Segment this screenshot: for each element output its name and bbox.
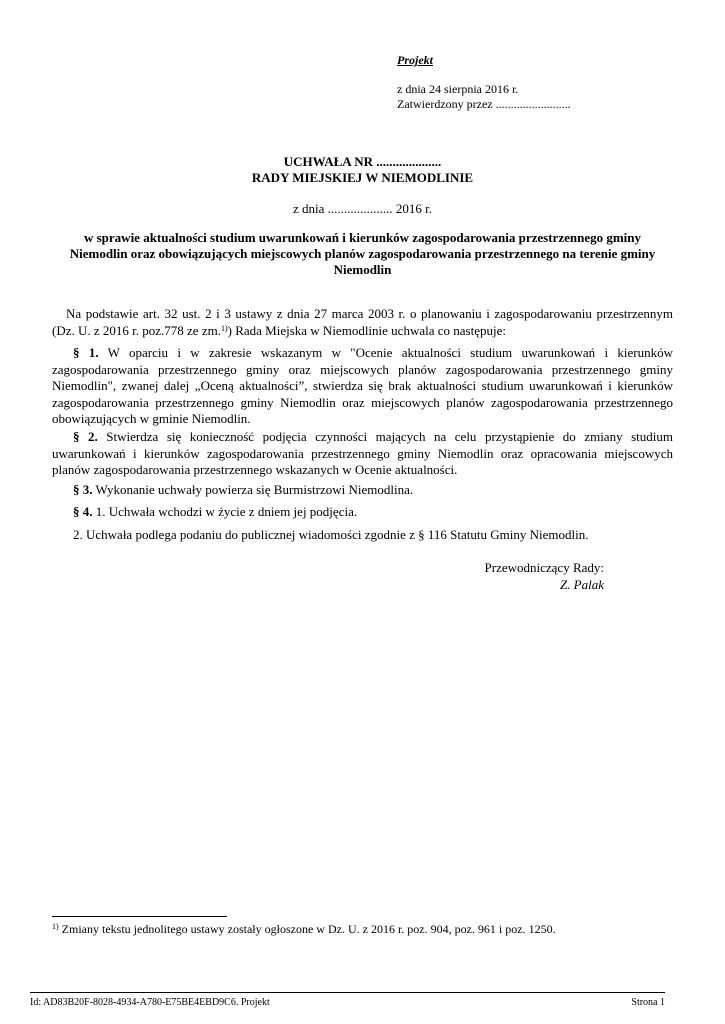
paragraph-4 xyxy=(52,504,673,521)
resolution-number: UCHWAŁA NR .................... xyxy=(283,154,442,169)
paragraph-2 xyxy=(52,429,673,479)
legal-basis xyxy=(52,306,673,339)
footnote-text: Zmiany tekstu jednolitego ustawy zostały ogłoszone w Dz. U. z 2016 r. poz. 904, poz. 961 i poz. 1250. xyxy=(58,922,556,936)
signature-name: Z. Palak xyxy=(559,576,604,592)
footnote xyxy=(52,921,556,938)
project-date: z dnia 24 sierpnia 2016 r. xyxy=(397,82,519,96)
resolution-subject: w sprawie aktualności studium uwarunkowań i kierunków zagospodarowania przestrzennego gminy Niemodlin oraz obowiązujących miejscowych planów zagospodarowania przestrzennego na terenie gminy Niemodlin xyxy=(69,230,656,277)
signature-block xyxy=(485,560,604,593)
paragraph-text: 2. Uchwała podlega podaniu do publicznej wiadomości zgodnie z § 116 Statutu Gminy Niemodlin. xyxy=(73,527,589,542)
footnote-number: 1) xyxy=(52,922,59,931)
paragraph-1 xyxy=(52,345,673,428)
paragraph-mark: § 2. xyxy=(73,429,98,444)
document-id: Id: AD83B20F-8028-4934-A780-E75BE4EBD9C6. Projekt xyxy=(30,997,270,1008)
paragraph-text: 1. Uchwała wchodzi w życie z dniem jej podjęcia. xyxy=(92,504,358,519)
project-label: Projekt xyxy=(397,53,433,67)
footnote-divider xyxy=(52,916,227,917)
legal-basis-text-end: ) Rada Miejska w Niemodlinie uchwala co następuje: xyxy=(227,322,506,338)
project-meta xyxy=(397,82,571,112)
paragraph-mark: § 3. xyxy=(73,482,93,497)
paragraph-3 xyxy=(52,482,673,499)
paragraph-text: Wykonanie uchwały powierza się Burmistrzowi Niemodlina. xyxy=(92,482,414,497)
paragraph-mark: § 1. xyxy=(73,345,99,360)
footnote-ref: 1) xyxy=(220,323,228,333)
project-approved: Zatwierdzony przez ......................... xyxy=(397,97,571,111)
resolution-date: z dnia .................... 2016 r. xyxy=(292,201,432,216)
page-number: Strona 1 xyxy=(631,997,665,1008)
footer-divider xyxy=(30,992,665,993)
legal-basis-text: Na podstawie art. 32 ust. 2 i 3 ustawy z dnia 27 marca 2003 r. o planowaniu i zagospodarowaniu przestrzennym (Dz. U. z 2016 r. poz.778 ze zm. xyxy=(52,306,673,338)
signature-role: Przewodniczący Rady: xyxy=(484,560,604,575)
council-name: RADY MIEJSKIEJ W NIEMODLINIE xyxy=(251,170,474,185)
paragraph-text: Stwierdza się konieczność podjęcia czynności mających na celu przystąpienie do zmiany studium uwarunkowań i kierunków zagospodarowania przestrzennego gminy Niemodlin oraz opracowania miejscowych planów zagospodarowania przestrzennego wskazanych w Ocenie aktualności. xyxy=(52,429,674,477)
paragraph-mark: § 4. xyxy=(73,504,93,519)
paragraph-text: W oparciu i w zakresie wskazanym w "Ocenie aktualności studium uwarunkowań i kierunków zagospodarowania przestrzennego gminy oraz miejscowych planów zagospodarowania przestrzennego gminy Niemodlin", zwanej dalej „Oceną aktualności”, stwierdza się brak aktualności studium uwarunkowań i kierunków zagospodarowania przestrzennego gminy Niemodlin oraz miejscowych planów zagospodarowania przestrzennego obowiązujących w gminie Niemodlin. xyxy=(52,345,673,426)
paragraph-4-item-2 xyxy=(52,527,673,544)
